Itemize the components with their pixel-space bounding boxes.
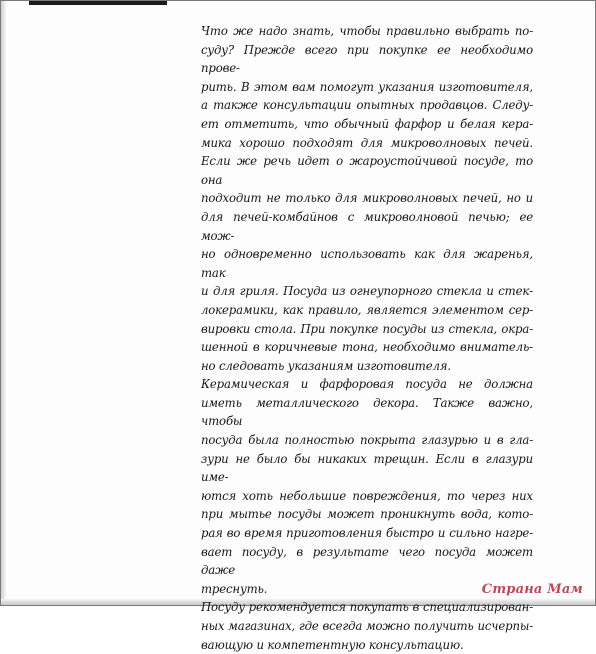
top-dark-bar: [29, 1, 167, 5]
text-line: вающую и компетентную консультацию.: [201, 637, 464, 652]
text-line: при мытье посуды может проникнуть вода, кото-: [201, 507, 533, 522]
text-line: зури не было бы никаких трещин. Если в глазури име-: [201, 451, 533, 485]
text-line: а также консультации опытных продавцов. Следу-: [201, 98, 533, 113]
text-line: рить. В этом вам помогут указания изготовителя,: [201, 79, 533, 94]
paragraph-3: [201, 598, 533, 654]
text-line: но одновременно использовать как для жаренья, так: [201, 247, 533, 280]
text-line: рая во время приготовления быстро и сильно нагре-: [201, 526, 533, 541]
page-left-edge-shadow: [1, 1, 6, 605]
text-line: шенной в коричневые тона, необходимо вниматель-: [201, 340, 533, 355]
text-line: треснуть.: [201, 581, 268, 596]
text-line: для печей-комбайнов с микроволновой печью; ее мож-: [201, 209, 533, 243]
body-text: [201, 22, 533, 654]
text-line: Посуду рекомендуется покупать в специализирован-: [201, 600, 533, 615]
text-line: подходит не только для микроволновых печей, но и: [201, 191, 533, 206]
site-watermark: Страна Мам: [481, 582, 583, 597]
text-line: ет отметить, что обычный фарфор и белая кера-: [201, 116, 533, 131]
text-line: но следовать указаниям изготовителя.: [201, 358, 451, 373]
paragraph-1: [201, 22, 533, 375]
text-line: вает посуду, в результате чего посуда может даже: [201, 544, 533, 578]
text-line: локерамики, как правило, является элементом сер-: [201, 302, 533, 317]
text-line: Если же речь идет о жароустойчивой посуде, то она: [201, 154, 533, 187]
text-line: вировки стола. При покупке посуды из стекла, окра-: [201, 321, 533, 336]
text-line: и для гриля. Посуда из огнеупорного стекла и стек-: [201, 284, 533, 299]
text-line: ются хоть небольшие повреждения, то через них: [201, 488, 533, 503]
text-line: посуда была полностью покрыта глазурью и в гла-: [201, 433, 533, 448]
text-line: иметь металлического декора. Также важно, чтобы: [201, 395, 533, 429]
text-line: суду? Прежде всего при покупке ее необходимо прове-: [201, 42, 533, 76]
paragraph-2: [201, 375, 533, 598]
text-line: ных магазинах, где всегда можно получить исчерпы-: [201, 619, 533, 633]
text-line: Что же надо знать, чтобы правильно выбрать по-: [201, 24, 533, 38]
text-line: Керамическая и фарфоровая посуда не должна: [201, 377, 533, 392]
text-line: мика хорошо подходят для микроволновых печей.: [201, 135, 533, 150]
